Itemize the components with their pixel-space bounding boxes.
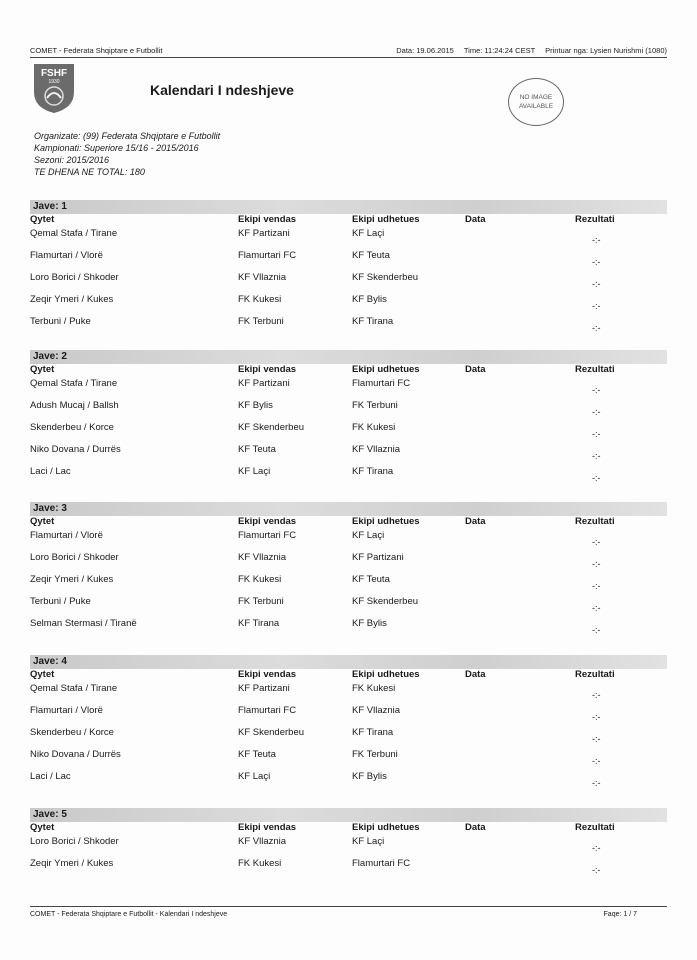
match-row xyxy=(30,272,667,294)
week-label: Jave: 1 xyxy=(30,200,667,214)
match-city: Loro Borici / Shkoder xyxy=(30,552,119,563)
col-result: Rezultati xyxy=(575,669,615,680)
col-away: Ekipi udhetues xyxy=(352,669,420,680)
match-away: Flamurtari FC xyxy=(352,378,411,389)
match-away: KF Bylis xyxy=(352,771,387,782)
match-home: FK Kukesi xyxy=(238,858,282,869)
match-home: KF Bylis xyxy=(238,400,273,411)
match-result: -:- xyxy=(592,712,601,722)
match-away: KF Tirana xyxy=(352,466,394,477)
match-city: Loro Borici / Shkoder xyxy=(30,272,119,283)
match-city: Zeqir Ymeri / Kukes xyxy=(30,574,114,585)
week-section xyxy=(30,808,667,880)
footer-page: Faqe: 1 / 7 xyxy=(603,911,637,918)
match-away: KF Skenderbeu xyxy=(352,272,419,283)
match-city: Qemal Stafa / Tirane xyxy=(30,378,118,389)
col-home: Ekipi vendas xyxy=(238,364,297,375)
week-label: Jave: 4 xyxy=(30,655,667,669)
match-home: FK Kukesi xyxy=(238,574,282,585)
match-result: -:- xyxy=(592,778,601,788)
match-row xyxy=(30,466,667,488)
match-result: -:- xyxy=(592,279,601,289)
match-city: Adush Mucaj / Ballsh xyxy=(30,400,119,411)
match-away: KF Teuta xyxy=(352,574,390,585)
match-away: FK Terbuni xyxy=(352,749,398,760)
match-row xyxy=(30,858,667,880)
col-away: Ekipi udhetues xyxy=(352,822,420,833)
match-away: FK Kukesi xyxy=(352,422,396,433)
match-home: FK Kukesi xyxy=(238,294,282,305)
match-city: Zeqir Ymeri / Kukes xyxy=(30,858,114,869)
footer-left: COMET - Federata Shqiptare e Futbollit - Kalendari I ndeshjeve xyxy=(30,911,228,918)
match-result: -:- xyxy=(592,603,601,613)
match-home: KF Laçi xyxy=(238,466,271,477)
match-away: KF Tirana xyxy=(352,316,394,327)
header-rule xyxy=(30,57,667,58)
match-row xyxy=(30,749,667,771)
week-section xyxy=(30,655,667,793)
match-result: -:- xyxy=(592,581,601,591)
footer-rule xyxy=(30,906,667,907)
match-row xyxy=(30,250,667,272)
match-city: Qemal Stafa / Tirane xyxy=(30,683,118,694)
match-result: -:- xyxy=(592,235,601,245)
col-date: Data xyxy=(465,669,486,680)
match-result: -:- xyxy=(592,865,601,875)
no-image-line2: AVAILABLE xyxy=(518,103,554,110)
match-row xyxy=(30,705,667,727)
match-row xyxy=(30,444,667,466)
match-away: KF Vllaznia xyxy=(352,705,401,716)
match-away: KF Teuta xyxy=(352,250,390,261)
match-city: Flamurtari / Vlorë xyxy=(30,250,103,261)
match-city: Skenderbeu / Korce xyxy=(30,422,114,433)
match-home: KF Partizani xyxy=(238,378,290,389)
column-headers xyxy=(30,822,667,836)
match-away: KF Laçi xyxy=(352,530,385,541)
match-city: Flamurtari / Vlorë xyxy=(30,705,103,716)
col-date: Data xyxy=(465,364,486,375)
col-home: Ekipi vendas xyxy=(238,822,297,833)
match-row xyxy=(30,727,667,749)
match-result: -:- xyxy=(592,843,601,853)
col-home: Ekipi vendas xyxy=(238,516,297,527)
match-city: Loro Borici / Shkoder xyxy=(30,836,119,847)
meta-championship: Kampionati: Superiore 15/16 - 2015/2016 xyxy=(34,143,199,153)
match-row xyxy=(30,422,667,444)
meta-season: Sezoni: 2015/2016 xyxy=(34,155,110,165)
match-row xyxy=(30,574,667,596)
week-section xyxy=(30,200,667,338)
no-image-placeholder xyxy=(508,78,564,126)
match-row xyxy=(30,228,667,250)
header-date: Data: 19.06.2015 xyxy=(396,46,454,55)
match-away: KF Bylis xyxy=(352,294,387,305)
match-home: KF Tirana xyxy=(238,618,280,629)
match-home: KF Teuta xyxy=(238,444,276,455)
match-result: -:- xyxy=(592,385,601,395)
col-away: Ekipi udhetues xyxy=(352,364,420,375)
col-city: Qytet xyxy=(30,516,55,527)
match-home: KF Skenderbeu xyxy=(238,422,305,433)
column-headers xyxy=(30,516,667,530)
match-home: KF Laçi xyxy=(238,771,271,782)
page-title: Kalendari I ndeshjeve xyxy=(150,82,294,98)
match-result: -:- xyxy=(592,473,601,483)
match-away: KF Laçi xyxy=(352,228,385,239)
match-home: FK Terbuni xyxy=(238,596,284,607)
column-headers xyxy=(30,214,667,228)
match-result: -:- xyxy=(592,734,601,744)
match-result: -:- xyxy=(592,625,601,635)
match-away: Flamurtari FC xyxy=(352,858,411,869)
column-headers xyxy=(30,364,667,378)
match-row xyxy=(30,836,667,858)
match-row xyxy=(30,552,667,574)
match-city: Flamurtari / Vlorë xyxy=(30,530,103,541)
match-result: -:- xyxy=(592,559,601,569)
logo-year: 1930 xyxy=(48,79,60,85)
col-date: Data xyxy=(465,822,486,833)
week-section xyxy=(30,350,667,488)
match-away: KF Tirana xyxy=(352,727,394,738)
col-city: Qytet xyxy=(30,669,55,680)
match-home: KF Skenderbeu xyxy=(238,727,305,738)
match-result: -:- xyxy=(592,690,601,700)
match-row xyxy=(30,378,667,400)
match-home: KF Vllaznia xyxy=(238,272,287,283)
match-row xyxy=(30,294,667,316)
week-label: Jave: 3 xyxy=(30,502,667,516)
match-city: Niko Dovana / Durrës xyxy=(30,749,121,760)
match-row xyxy=(30,618,667,640)
match-home: Flamurtari FC xyxy=(238,705,297,716)
col-date: Data xyxy=(465,214,486,225)
week-section xyxy=(30,502,667,640)
col-result: Rezultati xyxy=(575,214,615,225)
match-city: Skenderbeu / Korce xyxy=(30,727,114,738)
match-away: FK Terbuni xyxy=(352,400,398,411)
match-result: -:- xyxy=(592,537,601,547)
meta-block xyxy=(34,130,220,178)
match-away: KF Skenderbeu xyxy=(352,596,419,607)
match-city: Terbuni / Puke xyxy=(30,596,91,607)
match-result: -:- xyxy=(592,323,601,333)
match-city: Laci / Lac xyxy=(30,466,71,477)
match-home: KF Vllaznia xyxy=(238,552,287,563)
match-home: Flamurtari FC xyxy=(238,250,297,261)
match-city: Qemal Stafa / Tirane xyxy=(30,228,118,239)
match-away: FK Kukesi xyxy=(352,683,396,694)
match-home: Flamurtari FC xyxy=(238,530,297,541)
match-home: KF Teuta xyxy=(238,749,276,760)
match-row xyxy=(30,530,667,552)
match-city: Selman Stermasi / Tiranë xyxy=(30,618,137,629)
match-away: KF Vllaznia xyxy=(352,444,401,455)
match-row xyxy=(30,596,667,618)
week-label: Jave: 5 xyxy=(30,808,667,822)
no-image-line1: NO IMAGE xyxy=(519,94,553,101)
col-city: Qytet xyxy=(30,364,55,375)
week-label: Jave: 2 xyxy=(30,350,667,364)
col-result: Rezultati xyxy=(575,516,615,527)
match-home: KF Partizani xyxy=(238,683,290,694)
match-row xyxy=(30,683,667,705)
match-away: KF Partizani xyxy=(352,552,404,563)
column-headers xyxy=(30,669,667,683)
match-home: FK Terbuni xyxy=(238,316,284,327)
col-home: Ekipi vendas xyxy=(238,214,297,225)
match-result: -:- xyxy=(592,429,601,439)
footer xyxy=(30,911,667,918)
match-away: KF Bylis xyxy=(352,618,387,629)
match-result: -:- xyxy=(592,257,601,267)
col-result: Rezultati xyxy=(575,364,615,375)
col-away: Ekipi udhetues xyxy=(352,516,420,527)
header-printed: Printuar nga: Lysien Nurishmi (1080) xyxy=(545,46,667,55)
match-row xyxy=(30,316,667,338)
match-home: KF Vllaznia xyxy=(238,836,287,847)
match-city: Laci / Lac xyxy=(30,771,71,782)
match-city: Terbuni / Puke xyxy=(30,316,91,327)
match-city: Niko Dovana / Durrës xyxy=(30,444,121,455)
meta-total: TE DHENA NE TOTAL: 180 xyxy=(34,167,145,177)
logo-text: FSHF xyxy=(40,68,68,79)
col-home: Ekipi vendas xyxy=(238,669,297,680)
match-result: -:- xyxy=(592,301,601,311)
header-org: COMET - Federata Shqiptare e Futbollit xyxy=(30,46,163,55)
match-result: -:- xyxy=(592,407,601,417)
match-city: Zeqir Ymeri / Kukes xyxy=(30,294,114,305)
match-row xyxy=(30,400,667,422)
header-meta xyxy=(388,46,667,55)
fshf-logo xyxy=(32,62,76,114)
match-row xyxy=(30,771,667,793)
meta-organization: Organizate: (99) Federata Shqiptare e Futbollit xyxy=(34,131,221,141)
col-city: Qytet xyxy=(30,214,55,225)
col-city: Qytet xyxy=(30,822,55,833)
col-away: Ekipi udhetues xyxy=(352,214,420,225)
match-home: KF Partizani xyxy=(238,228,290,239)
match-result: -:- xyxy=(592,451,601,461)
match-result: -:- xyxy=(592,756,601,766)
header-time: Time: 11:24:24 CEST xyxy=(463,46,536,55)
match-away: KF Laçi xyxy=(352,836,385,847)
col-result: Rezultati xyxy=(575,822,615,833)
col-date: Data xyxy=(465,516,486,527)
